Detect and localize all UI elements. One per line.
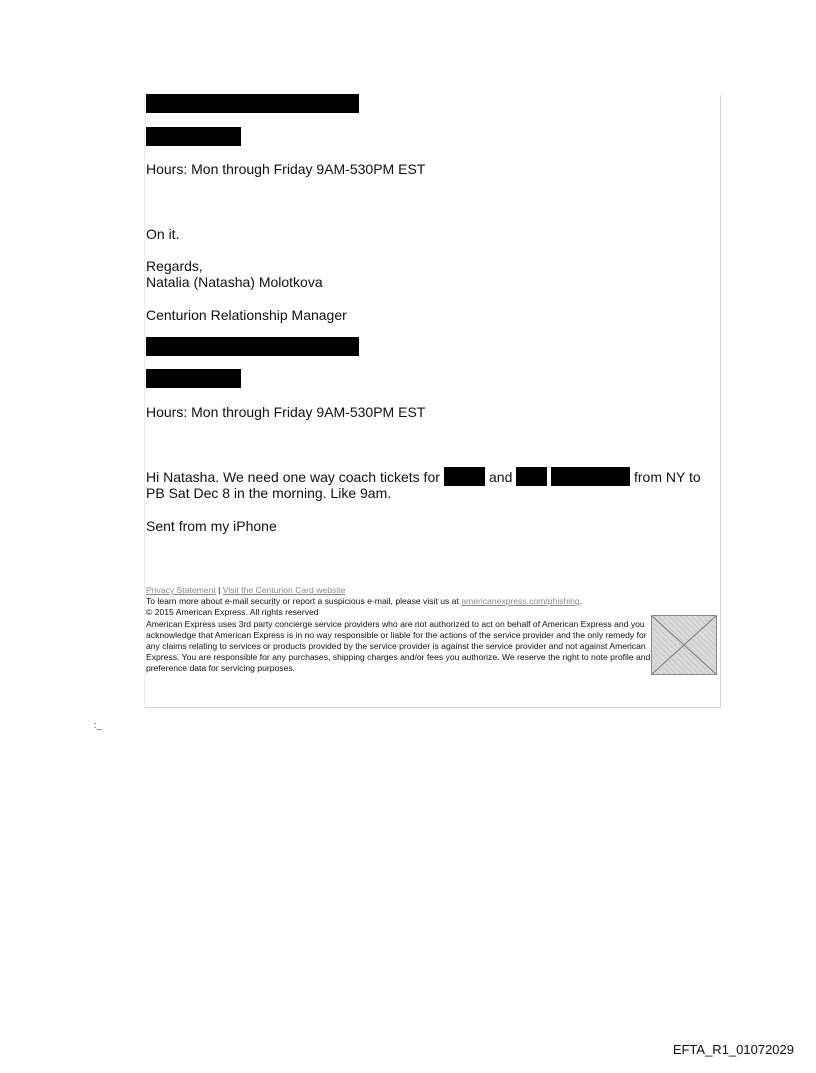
sender-name: Natalia (Natasha) Molotkova [146, 274, 323, 290]
broken-image-icon [651, 615, 717, 675]
hours-text: Hours: Mon through Friday 9AM-530PM EST [146, 161, 426, 177]
security-line [146, 596, 651, 607]
redacted-block [146, 94, 359, 113]
redacted-block [516, 467, 547, 486]
message-text: Hi Natasha. We need one way coach tickets for [146, 469, 440, 485]
message-text: and [489, 469, 513, 485]
redacted-block [146, 369, 241, 388]
hours-text: Hours: Mon through Friday 9AM-530PM EST [146, 404, 426, 420]
sender-title: Centurion Relationship Manager [146, 307, 347, 323]
redacted-block [146, 337, 359, 356]
footer-separator: | [218, 585, 221, 595]
footer-links [146, 585, 651, 596]
security-text: To learn more about e-mail security or report a suspicious e-mail, please visit us at [146, 596, 459, 607]
stray-mark: :_ [94, 720, 102, 730]
redacted-block [551, 467, 630, 486]
reply-body: On it. [146, 226, 180, 242]
closing-text: Regards, [146, 258, 203, 274]
disclaimer-text: American Express uses 3rd party concierge service providers who are not authorized to act on behalf of American Express and you acknowledge that American Express is in no way responsible or liable for the actions of the service provider and the only remedy for any claims relating to services or products provided by the service provider is against the service provider and not against American Express. You are responsible for any purchases, shipping charges and/or fees you authorize. We reserve the right to note profile and preference data for servicing purposes. [146, 618, 651, 674]
copyright-text: © 2015 American Express. All rights reserved [146, 607, 319, 618]
redacted-block [146, 127, 241, 146]
centurion-website-link[interactable]: Visit the Centurion Card website [222, 585, 346, 595]
email-footer [146, 585, 651, 675]
privacy-statement-link[interactable]: Privacy Statement [146, 585, 216, 595]
phishing-link[interactable]: americanexpress.com/phishing [461, 596, 580, 607]
message-text: from NY to [634, 469, 701, 485]
message-text: PB Sat Dec 8 in the morning. Like 9am. [146, 485, 392, 501]
bates-number: EFTA_R1_01072029 [672, 1042, 794, 1057]
sent-from-text: Sent from my iPhone [146, 518, 277, 534]
security-end: . [579, 596, 583, 607]
redacted-block [444, 467, 485, 486]
